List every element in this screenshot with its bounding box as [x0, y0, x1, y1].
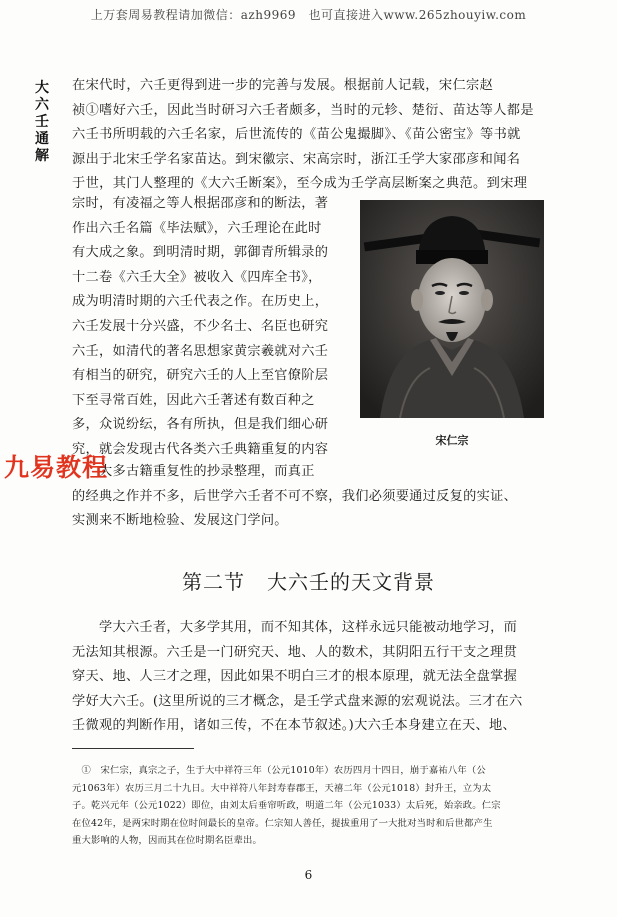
footnote-line: 在位42年，是两宋时期在位时间最长的皇帝。仁宗知人善任，提拔重用了一大批对当时和后世都产生: [72, 817, 493, 829]
text-line: 大多古籍重复性的抄录整理，而真正: [72, 464, 315, 479]
text-line: 六壬，如清代的著名思想家黄宗羲就对六壬: [72, 343, 329, 359]
side-title-char: 大: [35, 80, 49, 96]
footnote-divider: [72, 748, 194, 749]
text-line: 多，众说纷纭，各有所执，但是我们细心研: [72, 417, 329, 433]
footnote-line: ① 宋仁宗，真宗之子，生于大中祥符三年（公元1010年）农历四月十四日，崩于嘉祐八年（公: [72, 765, 486, 776]
section-heading: [0, 566, 617, 595]
footnote-line: 子。乾兴元年（公元1022）即位，由刘太后垂帘听政，明道二年（公元1033）太后死，始亲政。仁宗: [72, 800, 501, 811]
emperor-portrait: [360, 200, 544, 418]
footnote-line: 元1063年）农历三月二十九日。大中祥符八年封寿春郡王，天禧二年（公元1018）封升王，立为太: [72, 782, 492, 794]
section-title: 大六壬的天文背景: [267, 570, 435, 594]
intro-wrap-text: [72, 192, 356, 463]
text-line: 壬微观的判断作用，诸如三传，不在本节叙述。)大六壬本身建立在天、地、: [72, 718, 516, 734]
watermark-logo: 九易教程: [4, 453, 109, 482]
section-paragraph: [72, 616, 548, 739]
text-line: 在宋代时，六壬更得到进一步的完善与发展。根据前人记载，宋仁宗赵: [72, 78, 494, 93]
text-line: 十二卷《六壬大全》被收入《四库全书》，: [72, 269, 322, 285]
side-title-char: 六: [35, 97, 49, 113]
section-number: 第二节: [182, 570, 245, 594]
running-side-title: [34, 80, 50, 165]
text-line: 穿天、地、人三才之理，因此如果不明白三才的根本原理，就无法全盘掌握: [72, 669, 518, 685]
footnote: [72, 762, 548, 850]
text-line: 无法知其根源。六壬是一门研究天、地、人的数术，其阴阳五行干支之理贯: [72, 644, 518, 660]
page-number: 6: [304, 868, 313, 882]
portrait-illustration: [360, 200, 544, 418]
text-line: 祯①嗜好六壬，因此当时研习六壬者颇多，当时的元轸、楚衍、苗达等人都是: [72, 102, 534, 118]
text-line: 有大成之象。到明清时期，郭御青所辑录的: [72, 245, 329, 261]
text-line: 源出于北宋壬学名家苗达。到宋徽宗、宋高宗时，浙江壬学大家邵彦和闻名: [72, 151, 521, 167]
text-line: 成为明清时期的六壬代表之作。在历史上，: [72, 294, 329, 310]
watermark-header: 上万套周易教程请加微信：azh9969 也可直接进入www.265zhouyiw.com: [90, 8, 527, 22]
text-line: 六壬书所明载的六壬名家，后世流传的《苗公鬼撮脚》、《苗公密宝》等书就: [72, 127, 521, 143]
side-title-char: 解: [35, 148, 49, 164]
figure-caption: 宋仁宗: [435, 434, 469, 447]
side-title-char: 壬: [35, 114, 49, 130]
text-line: 学好大六壬。(这里所说的三才概念，是壬学式盘来源的宏观说法。三才在六: [72, 693, 523, 709]
text-line: 实测来不断地检验、发展这门学问。: [72, 513, 288, 529]
intro-tail-text: [72, 460, 548, 534]
intro-paragraph: [72, 74, 548, 197]
text-line: 于世，其门人整理的《大六壬断案》，至今成为壬学高层断案之典范。到宋理: [72, 176, 528, 192]
text-line: 学大六壬者，大多学其用，而不知其体，这样永远只能被动地学习，而: [72, 620, 518, 635]
footnote-line: 重大影响的人物，因而其在位时期名臣辈出。: [72, 835, 262, 846]
side-title-char: 通: [35, 131, 49, 147]
text-line: 作出六壬名篇《毕法赋》，六壬理论在此时: [72, 220, 322, 236]
text-line: 有相当的研究，研究六壬的人上至官僚阶层: [72, 368, 329, 384]
text-line: 的经典之作并不多，后世学六壬者不可不察，我们必须要通过反复的实证、: [72, 488, 518, 504]
text-line: 究，就会发现古代各类六壬典籍重复的内容: [72, 441, 329, 457]
text-line: 六壬发展十分兴盛，不少名士、名臣也研究: [72, 318, 329, 334]
text-line: 下至寻常百姓，因此六壬著述有数百种之: [72, 392, 315, 408]
text-line: 宗时，有凌福之等人根据邵彦和的断法，著: [72, 196, 329, 211]
